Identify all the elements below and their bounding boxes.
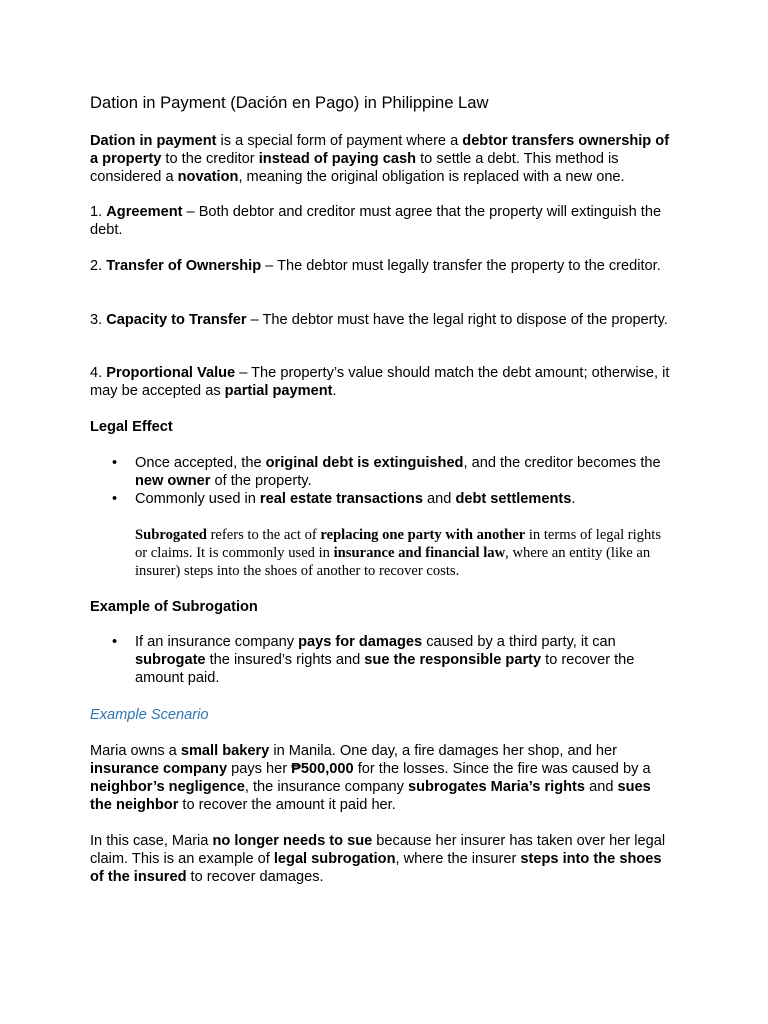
text: , meaning the original obligation is replaced with a new one.	[238, 169, 625, 185]
text: refers to the act of	[206, 527, 321, 543]
bold-text: legal subrogation	[273, 851, 396, 867]
legal-effect-heading: Legal Effect	[90, 419, 173, 435]
item-term: Transfer of Ownership	[106, 258, 262, 274]
bold-text: insurance company	[90, 761, 228, 777]
text: to recover the amount it paid her.	[178, 797, 396, 813]
bold-text: pays for damages	[298, 634, 423, 650]
bullet-icon: •	[112, 634, 118, 650]
text: to settle a debt. This method is considered a	[90, 151, 619, 185]
text: of the property.	[210, 473, 312, 489]
item-number: 1.	[90, 204, 107, 220]
requirement-item-2	[90, 257, 675, 275]
requirement-item-4	[90, 364, 675, 400]
text: If an insurance company	[135, 634, 299, 650]
bold-text: neighbor’s negligence	[90, 779, 245, 795]
bold-text: insurance and financial law	[333, 545, 506, 561]
bold-text: sue the responsible party	[364, 652, 542, 668]
bold-text: Dation in payment	[90, 133, 217, 149]
text: because her insurer has taken over her legal claim. This is an example of	[90, 833, 666, 867]
text: is a special form of payment where a	[216, 133, 463, 149]
bold-text: real estate transactions	[259, 491, 423, 507]
text: to recover damages.	[186, 869, 324, 885]
item-term: Proportional Value	[106, 365, 236, 381]
bold-text: small bakery	[180, 743, 270, 759]
bold-text: novation	[177, 169, 239, 185]
text: and	[422, 491, 456, 507]
bold-text: instead of paying cash	[258, 151, 417, 167]
legal-effect-list	[90, 454, 675, 508]
bold-text: no longer needs to sue	[212, 833, 373, 849]
bold-text: new owner	[135, 473, 211, 489]
subrogated-note	[135, 526, 675, 580]
requirement-item-3	[90, 311, 675, 329]
item-number: 2.	[90, 258, 107, 274]
text: Once accepted, the	[135, 455, 266, 471]
list-item	[90, 633, 675, 687]
example-scenario-heading: Example Scenario	[90, 707, 209, 723]
text: , where an entity (like an insurer) steps into the shoes of another to recover costs.	[135, 545, 651, 579]
item-term: Capacity to Transfer	[106, 312, 247, 328]
text: Commonly used in	[135, 491, 260, 507]
text: in terms of legal rights or claims. It is commonly used in	[135, 527, 662, 561]
example-subrogation-list	[90, 633, 675, 687]
list-item	[90, 454, 675, 490]
text: and	[585, 779, 618, 795]
bold-text: original debt is extinguished	[265, 455, 464, 471]
bold-text: subrogate	[135, 652, 206, 668]
bold-text: Subrogated	[135, 527, 207, 543]
bold-text: replacing one party with another	[320, 527, 526, 543]
text: caused by a third party, it can	[422, 634, 616, 650]
text: , the insurance company	[244, 779, 408, 795]
bullet-icon: •	[112, 491, 118, 507]
bullet-icon: •	[112, 455, 118, 471]
scenario-paragraph-1	[90, 742, 675, 814]
item-term: partial payment	[224, 383, 333, 399]
bold-text: debt settlements	[455, 491, 572, 507]
bold-text: debtor transfers ownership of a property	[90, 133, 670, 167]
text: in Manila. One day, a fire damages her shop, and her	[269, 743, 618, 759]
item-number: 3.	[90, 312, 107, 328]
text: to recover the amount paid.	[135, 652, 635, 686]
text: , and the creditor becomes the	[463, 455, 661, 471]
item-text: – The property’s value should match the debt amount; otherwise, it may be accepted as	[90, 365, 670, 399]
text: In this case, Maria	[90, 833, 213, 849]
item-text: – The debtor must legally transfer the property to the creditor.	[261, 258, 661, 274]
bold-text: ₱500,000	[291, 761, 354, 777]
list-item	[90, 490, 675, 508]
item-text: .	[332, 383, 337, 399]
bold-text: sues the neighbor	[90, 779, 651, 813]
intro-paragraph	[90, 132, 675, 186]
bold-text: steps into the shoes of the insured	[90, 851, 662, 885]
text: the insured’s rights and	[205, 652, 365, 668]
page-title: Dation in Payment (Dación en Pago) in Philippine Law	[90, 93, 489, 112]
text: pays her	[227, 761, 292, 777]
example-subrogation-heading: Example of Subrogation	[90, 599, 258, 615]
text: Maria owns a	[90, 743, 181, 759]
bold-text: subrogates Maria’s rights	[407, 779, 586, 795]
item-text: – Both debtor and creditor must agree that the property will extinguish the debt.	[90, 204, 662, 238]
item-term: Agreement	[106, 204, 183, 220]
scenario-paragraph-2	[90, 832, 675, 886]
text: , where the insurer	[395, 851, 521, 867]
text: .	[571, 491, 576, 507]
item-number: 4.	[90, 365, 107, 381]
item-text: – The debtor must have the legal right to dispose of the property.	[246, 312, 668, 328]
requirement-item-1	[90, 203, 675, 239]
text: for the losses. Since the fire was caused by a	[353, 761, 651, 777]
text: to the creditor	[161, 151, 259, 167]
